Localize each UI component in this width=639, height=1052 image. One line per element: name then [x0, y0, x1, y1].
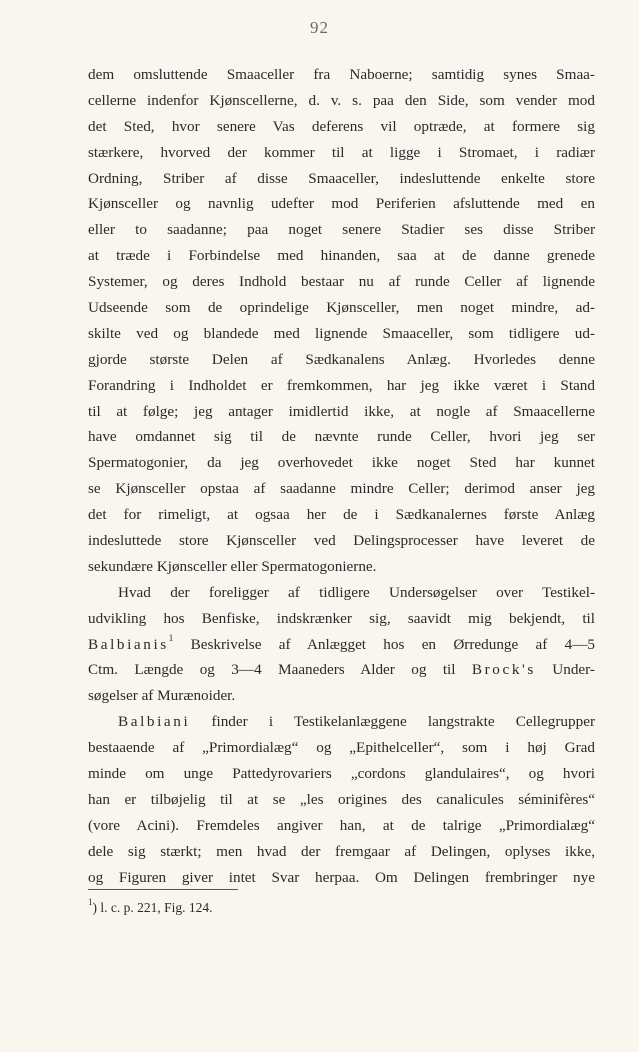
body-text [88, 62, 595, 891]
text-line: søgelser af Murænoider. [88, 687, 236, 705]
page-number: 92 [310, 18, 329, 37]
text-line: og Figuren giver intet Svar herpaa. Om Delingen frembringer nye [88, 868, 595, 886]
paragraph-start-line [88, 709, 595, 735]
footnote-divider [88, 889, 238, 890]
footnote [88, 898, 213, 918]
line-start: Ctm. Længde og 3—4 Maaneders Alder og til [88, 661, 456, 679]
text-line: cellerne indenfor Kjønscellerne, d. v. s. paa den Side, som vender mod [88, 91, 595, 109]
footnote-reference: 1 [168, 632, 174, 643]
text-line: skilte ved og blandede med lignende Smaaceller, som tidligere ud- [88, 324, 595, 342]
text-line: have omdannet sig til de nævnte runde Celler, hvori jeg ser [88, 428, 595, 446]
text-line: Kjønsceller og navnlig udefter mod Periferien afsluttende med en [88, 195, 595, 213]
line-remainder: Beskrivelse af Anlægget hos en Ørredunge af 4—5 [190, 635, 595, 653]
text-line: han er tilbøjelig til at se „les origines des canalicules séminifères“ [88, 790, 595, 808]
text-line: (vore Acini). Fremdeles angiver han, at de talrige „Primordialæg“ [88, 816, 595, 834]
text-line: det for rimeligt, at ogsaa her de i Sædkanalernes første Anlæg [88, 506, 595, 524]
line-remainder: finder i Testikelanlæggene langstrakte Cellegrupper [211, 713, 596, 731]
text-line: at træde i Forbindelse med hinanden, saa at de danne grenede [88, 247, 595, 265]
text-line: bestaaende af „Primordialæg“ og „Epithelceller“, som i høj Grad [88, 739, 595, 757]
text-line-with-author [88, 657, 595, 683]
line-end: Under- [552, 661, 595, 679]
text-line: dele sig stærkt; men hvad der fremgaar af Delingen, oplyses ikke, [88, 842, 595, 860]
footnote-text: ) l. c. p. 221, Fig. 124. [92, 900, 213, 915]
text-line: minde om unge Pattedyrovariers „cordons glandulaires“, og hvori [88, 765, 595, 783]
footnote-mark: 1 [88, 896, 93, 907]
author-name-balbiani: Balbianis [88, 635, 169, 653]
text-line: se Kjønsceller opstaa af saadanne mindre Celler; derimod anser jeg [88, 480, 595, 498]
text-line: dem omsluttende Smaaceller fra Naboerne; samtidig synes Smaa- [88, 66, 595, 83]
text-line-with-author [88, 632, 595, 658]
text-line: det Sted, hvor senere Vas deferens vil optræde, at formere sig [88, 117, 595, 135]
paragraph-start-line: Hvad der foreligger af tidligere Undersøgelser over Testikel- [118, 583, 595, 601]
text-line: gjorde største Delen af Sædkanalens Anlæg. Hvorledes denne [88, 350, 595, 368]
text-line: Systemer, og deres Indhold bestaar nu af runde Celler af lignende [88, 273, 595, 291]
text-line: eller to saadanne; paa noget senere Stadier ses disse Striber [88, 221, 595, 239]
text-line: Spermatogonier, da jeg overhovedet ikke noget Sted har kunnet [88, 454, 595, 472]
text-line: indesluttede store Kjønsceller ved Delingsprocesser have leveret de [88, 532, 595, 550]
text-line: Udseende som de oprindelige Kjønsceller, men noget mindre, ad- [88, 299, 595, 317]
author-name-balbiani: Balbiani [118, 713, 191, 731]
author-name-brock: Brock's [471, 661, 536, 679]
text-line: sekundære Kjønsceller eller Spermatogonierne. [88, 557, 377, 575]
text-line: til at følge; jeg antager imidlertid ikke, at nogle af Smaacellerne [88, 402, 595, 420]
text-line: Forandring i Indholdet er fremkommen, har jeg ikke været i Stand [88, 376, 595, 394]
text-line: Ordning, Striber af disse Smaaceller, indesluttende enkelte store [88, 169, 595, 187]
text-line: stærkere, hvorved der kommer til at ligge i Stromaet, i radiær [88, 143, 595, 161]
text-line: udvikling hos Benfiske, indskrænker sig, saavidt mig bekjendt, til [88, 609, 595, 627]
